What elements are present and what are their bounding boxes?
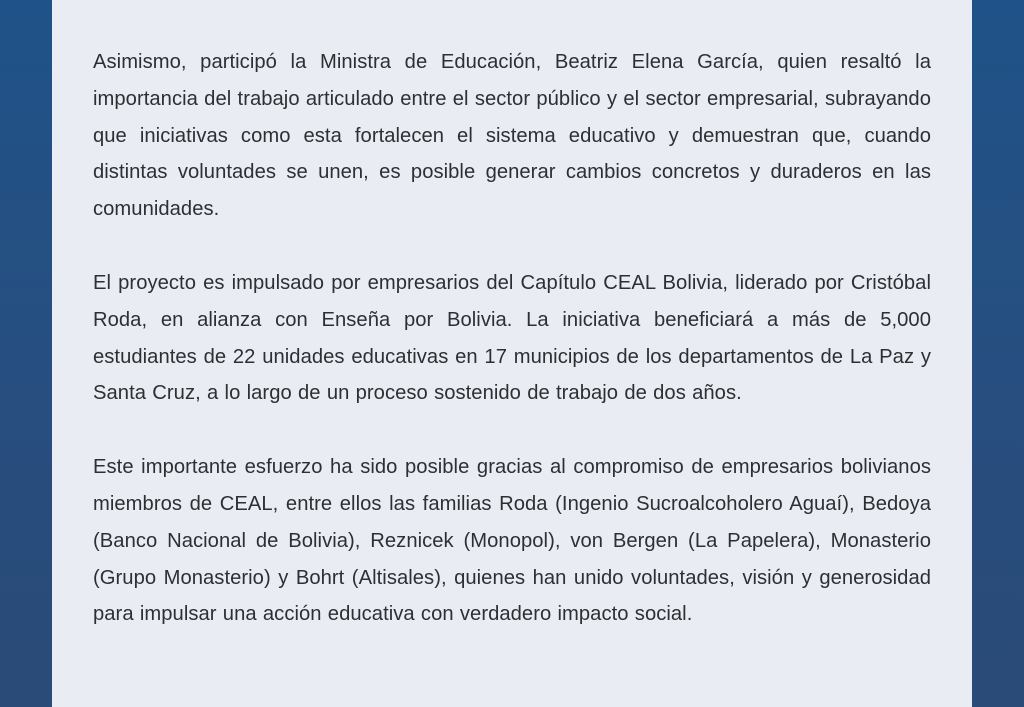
article-paragraph-3: Este importante esfuerzo ha sido posible gracias al compromiso de empresarios bolivianos miembros de CEAL, entre ellos las familias Roda (Ingenio Sucroalcoholero Aguaí), Bedoya (Banco Nacional de Bolivia), Reznicek (Monopol), von Bergen (La Papelera), Monasterio (Grupo Monasterio) y Bohrt (Altisales), quienes han unido voluntades, visión y generosidad para impulsar una acción educativa con verdadero impacto social. — [93, 456, 931, 626]
article-paragraph-1: Asimismo, participó la Ministra de Educación, Beatriz Elena García, quien resaltó la importancia del trabajo articulado entre el sector público y el sector empresarial, subrayando que iniciativas como esta fortalecen el sistema educativo y demuestran que, cuando distintas voluntades se unen, es posible generar cambios concretos y duraderos en las comunidades. — [93, 51, 931, 221]
article-card — [52, 0, 972, 707]
article-paragraph-2: El proyecto es impulsado por empresarios del Capítulo CEAL Bolivia, liderado por Cristóbal Roda, en alianza con Enseña por Bolivia. La iniciativa beneficiará a más de 5,000 estudiantes de 22 unidades educativas en 17 municipios de los departamentos de La Paz y Santa Cruz, a lo largo de un proceso sostenido de trabajo de dos años. — [93, 271, 931, 405]
